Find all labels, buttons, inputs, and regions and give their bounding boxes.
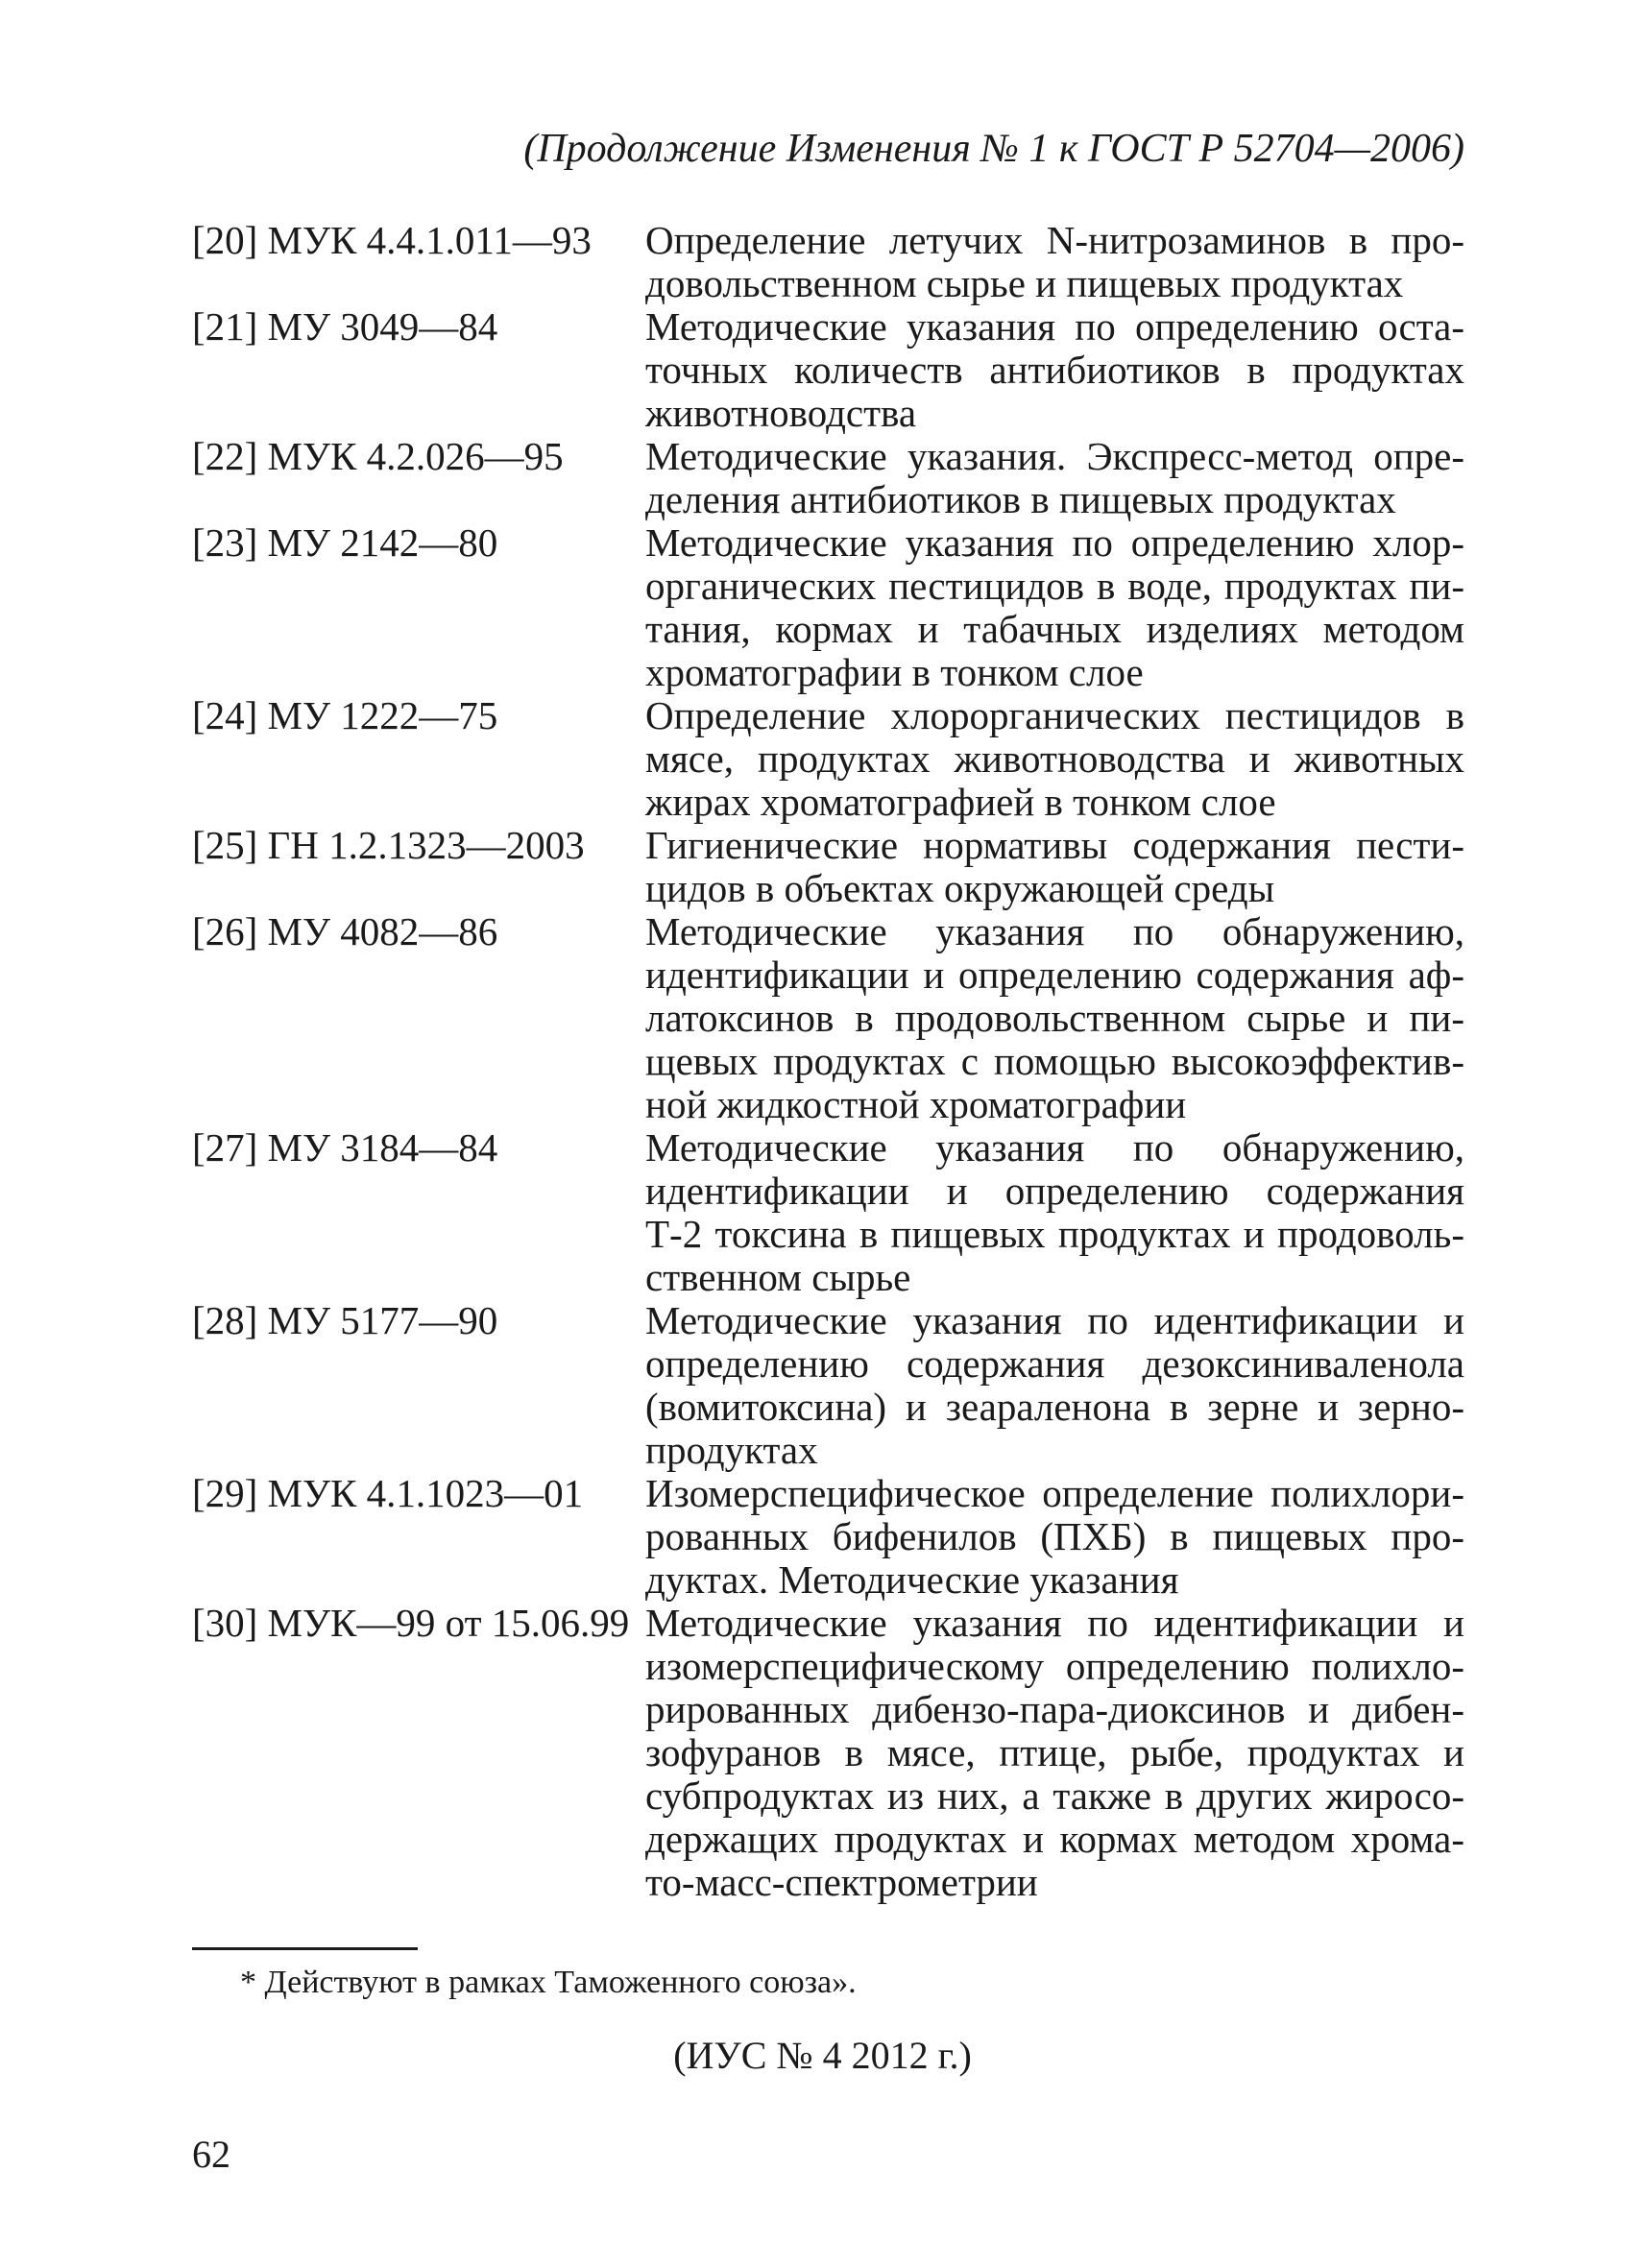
reference-title: [645, 694, 1464, 824]
reference-title: [645, 219, 1464, 305]
reference-title-line: изомерспецифическому определению полихло-: [645, 1644, 1464, 1688]
reference-title-line: Методические указания. Экспресс-метод опре-: [645, 434, 1464, 478]
reference-title: [645, 521, 1464, 694]
reference-title: [645, 435, 1464, 521]
page-number: 62: [192, 2133, 230, 2176]
reference-code: [26] МУ 4082—86: [192, 909, 498, 953]
reference-title-line: Методические указания по определению оста-: [645, 304, 1464, 349]
reference-item: [192, 1472, 1464, 1602]
reference-code: [29] МУК 4.1.1023—01: [192, 1471, 584, 1515]
reference-title-line: латоксинов в продовольственном сырье и пи-: [645, 996, 1464, 1040]
reference-title-line: Определение летучих N-нитрозаминов в про-: [645, 218, 1464, 262]
reference-title-line: продуктах: [645, 1428, 818, 1472]
reference-code: [27] МУ 3184—84: [192, 1125, 498, 1170]
reference-title-line: идентификации и определению содержания аф-: [645, 953, 1464, 997]
reference-title-line: субпродуктах из них, а также в других жиросо-: [645, 1773, 1464, 1818]
reference-title: [645, 1602, 1464, 1904]
reference-title-line: животноводства: [645, 391, 917, 435]
reference-item: [192, 1299, 1464, 1472]
reference-title-line: ной жидкостной хроматографии: [645, 1082, 1187, 1126]
reference-title-line: Изомерспецифическое определение полихлори-: [645, 1471, 1464, 1515]
reference-item: [192, 1126, 1464, 1299]
reference-title-line: деления антибиотиков в пищевых продуктах: [645, 477, 1396, 521]
reference-title-line: держащих продуктах и кормах методом хрома-: [645, 1817, 1464, 1861]
reference-title-line: органических пестицидов в воде, продуктах пи-: [645, 564, 1464, 608]
reference-title-line: довольственном сырье и пищевых продуктах: [645, 261, 1404, 305]
reference-code: [21] МУ 3049—84: [192, 304, 498, 349]
reference-title: [645, 1299, 1464, 1472]
reference-title-line: жирах хроматографией в тонком слое: [645, 780, 1276, 824]
reference-list: [192, 219, 1464, 1904]
reference-title-line: дуктах. Методические указания: [645, 1557, 1179, 1602]
reference-item: [192, 435, 1464, 521]
reference-code: [23] МУ 2142—80: [192, 520, 498, 565]
reference-title: [645, 824, 1464, 910]
reference-item: [192, 910, 1464, 1126]
reference-title-line: определению содержания дезоксиниваленола: [645, 1341, 1464, 1386]
reference-item: [192, 305, 1464, 435]
reference-title-line: Методические указания по определению хлор-: [645, 520, 1464, 565]
reference-title-line: Т-2 токсина в пищевых продуктах и продоволь-: [645, 1212, 1464, 1256]
footnote-divider: [192, 1947, 418, 1950]
page-header: (Продолжение Изменения № 1 к ГОСТ Р 52704—2006): [523, 127, 1464, 171]
reference-code: [24] МУ 1222—75: [192, 693, 498, 737]
reference-title-line: то-масс-спектрометрии: [645, 1860, 1038, 1904]
reference-item: [192, 824, 1464, 910]
reference-title-line: мясе, продуктах животноводства и животных: [645, 736, 1464, 781]
reference-code: [30] МУК—99 от 15.06.99: [192, 1601, 630, 1645]
reference-title-line: Методические указания по обнаружению,: [645, 1125, 1464, 1170]
source-note: (ИУС № 4 2012 г.): [673, 2034, 972, 2077]
reference-code: [20] МУК 4.4.1.011—93: [192, 218, 592, 262]
reference-title-line: хроматографии в тонком слое: [645, 650, 1144, 694]
reference-title-line: зофуранов в мясе, птице, рыбе, продуктах и: [645, 1730, 1464, 1774]
reference-title: [645, 1126, 1464, 1299]
reference-title-line: (вомитоксина) и зеараленона в зерне и зерно-: [645, 1385, 1464, 1429]
reference-title-line: рованных бифенилов (ПХБ) в пищевых про-: [645, 1514, 1464, 1558]
reference-title-line: ственном сырье: [645, 1255, 911, 1299]
reference-item: [192, 694, 1464, 824]
reference-title-line: идентификации и определению содержания: [645, 1169, 1464, 1213]
reference-code: [28] МУ 5177—90: [192, 1298, 498, 1342]
footnote: * Действуют в рамках Таможенного союза».: [240, 1965, 857, 2000]
reference-title: [645, 1472, 1464, 1602]
reference-item: [192, 521, 1464, 694]
reference-title-line: Методические указания по идентификации и: [645, 1298, 1464, 1342]
reference-title: [645, 910, 1464, 1126]
reference-title-line: Гигиенические нормативы содержания пести-: [645, 823, 1464, 867]
reference-code: [22] МУК 4.2.026—95: [192, 434, 564, 478]
reference-title-line: цидов в объектах окружающей среды: [645, 866, 1275, 910]
reference-item: [192, 1602, 1464, 1904]
reference-title: [645, 305, 1464, 435]
reference-title-line: точных количеств антибиотиков в продуктах: [645, 348, 1464, 392]
reference-title-line: тания, кормах и табачных изделиях методом: [645, 607, 1464, 651]
reference-title-line: Методические указания по идентификации и: [645, 1601, 1464, 1645]
reference-item: [192, 219, 1464, 305]
reference-title-line: щевых продуктах с помощью высокоэффектив-: [645, 1039, 1464, 1083]
reference-title-line: Определение хлорорганических пестицидов в: [645, 693, 1464, 737]
reference-title-line: Методические указания по обнаружению,: [645, 909, 1464, 953]
reference-title-line: рированных дибензо-пара-диоксинов и дибен-: [645, 1687, 1464, 1731]
reference-code: [25] ГН 1.2.1323—2003: [192, 823, 585, 867]
